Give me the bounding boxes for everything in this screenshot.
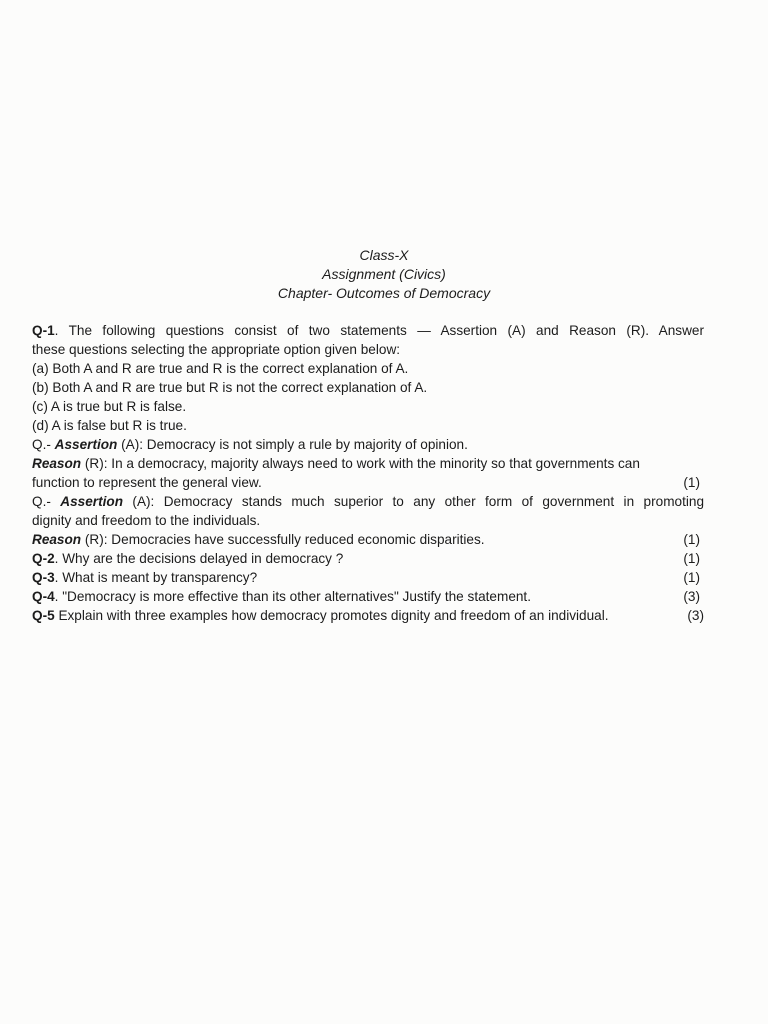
question-label: Q-3	[32, 570, 55, 585]
marks-value: (1)	[683, 551, 700, 566]
marks-value: (1)	[683, 570, 700, 585]
question-list	[32, 321, 704, 625]
option-b: (b) Both A and R are true but R is not the correct explanation of A.	[32, 380, 428, 395]
question-text: . Why are the decisions delayed in democracy ?	[54, 551, 344, 566]
option-a: (a) Both A and R are true and R is the correct explanation of A.	[32, 361, 409, 376]
chapter-title: Chapter- Outcomes of Democracy	[277, 285, 491, 301]
question-label: Q-1	[32, 323, 55, 338]
assertion-text: (A): Democracy is not simply a rule by majority of opinion.	[117, 437, 468, 452]
q1-part2-assertion-line1	[32, 492, 704, 511]
marks-value: (3)	[687, 608, 704, 623]
question-text: . The following questions consist of two statements — Assertion (A) and Reason (R). Answer	[54, 323, 704, 338]
option-d: (d) A is false but R is true.	[32, 418, 187, 433]
reason-text: (R): In a democracy, majority always need to work with the minority so that governments can	[81, 456, 640, 471]
question-text: . What is meant by transparency?	[54, 570, 258, 585]
q1-intro-line2: these questions selecting the appropriate option given below:	[32, 342, 401, 357]
assertion-word: Assertion	[60, 494, 123, 509]
marks-value: (1)	[683, 475, 700, 490]
assertion-text: (A): Democracy stands much superior to any other form of government in promoting	[123, 494, 704, 509]
q1-part2-reason	[32, 530, 704, 549]
question-q4	[32, 587, 704, 606]
assignment-title: Assignment (Civics)	[322, 266, 446, 282]
question-label: Q-2	[32, 551, 55, 566]
question-q2	[32, 549, 704, 568]
q1-part1-assertion	[32, 435, 704, 454]
sub-question-prefix: Q.-	[32, 494, 61, 509]
reason-text-cont: function to represent the general view.	[32, 475, 262, 490]
option-c: (c) A is true but R is false.	[32, 399, 187, 414]
question-text: . "Democracy is more effective than its other alternatives" Justify the statement.	[54, 589, 531, 604]
q1-intro-line1	[32, 321, 704, 340]
reason-word: Reason	[32, 456, 82, 471]
sub-question-prefix: Q.-	[32, 437, 55, 452]
assertion-word: Assertion	[54, 437, 118, 452]
question-text: Explain with three examples how democracy promotes dignity and freedom of an individual.	[54, 608, 609, 623]
reason-word: Reason	[32, 532, 82, 547]
marks-value: (1)	[683, 532, 700, 547]
reason-text: (R): Democracies have successfully reduced economic disparities.	[81, 532, 485, 547]
q1-part1-reason-line2	[32, 473, 704, 492]
class-title: Class-X	[359, 247, 409, 263]
q1-part2-assertion-line2: dignity and freedom to the individuals.	[32, 513, 261, 528]
marks-value: (3)	[683, 589, 700, 604]
question-label: Q-4	[32, 589, 55, 604]
q1-part1-reason-line1	[32, 454, 704, 473]
document-header	[0, 246, 768, 303]
question-q3	[32, 568, 704, 587]
question-q5	[32, 606, 704, 625]
question-label: Q-5	[32, 608, 55, 623]
